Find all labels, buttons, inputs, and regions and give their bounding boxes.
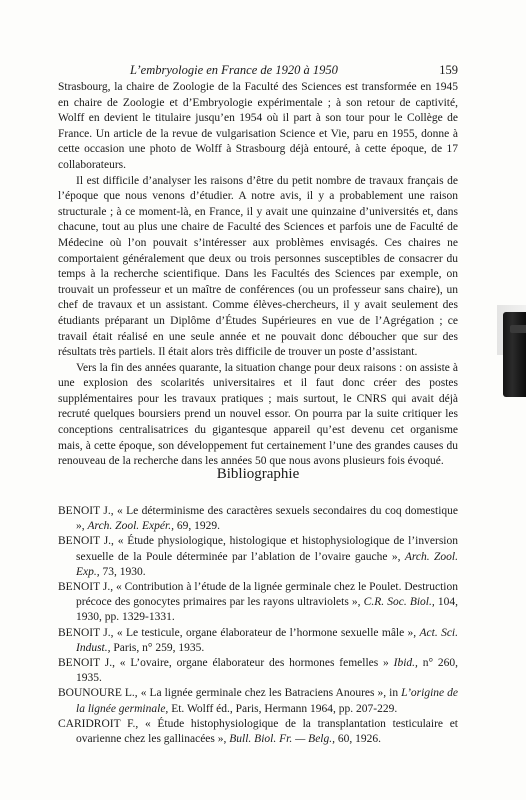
paragraph-1: Strasbourg, la chaire de Zoologie de la Faculté des Sciences est transformée en 1945 en chaire de Zoologie et d’Embryologie expérimentale ; à son retour de captivité, Wolff en devient le titulaire jusqu’en 1954 où il part à son tour pour le Collège de France. Un article de la revue de vulgarisation Science et Vie, paru en 1955, donne à cette occasion une photo de Wolff à Strasbourg déjà entouré, à cette époque, de 17 collaborateurs.	[58, 81, 458, 171]
page-header	[58, 63, 458, 79]
page-number: 159	[439, 63, 458, 77]
bibliography-list	[58, 504, 458, 747]
bibliography-entry: BENOIT J., « Contribution à l’étude de la lignée germinale chez le Poulet. Destruction précoce des gonocytes primaires par les rayons ultraviolets », C.R. Soc. Biol., 104, 1930, pp. 1329-1331.	[58, 581, 458, 624]
bibliography-entry: BOUNOURE L., « La lignée germinale chez les Batraciens Anoures », in L’origine de la lignée germinale, Et. Wolff éd., Paris, Hermann 1964, pp. 207-229.	[58, 687, 459, 715]
bibliography-entry: CARIDROIT F., « Étude histophysiologique de la transplantation testiculaire et ovarienne chez les gallinacées », Bull. Biol. Fr. — Belg., 60, 1926.	[58, 717, 458, 746]
paragraph-2: Il est difficile d’analyser les raisons d’être du petit nombre de travaux français de l’époque que nous venons d’étudier. A notre avis, il y a probablement une raison structurale ; à ce moment-là, en France, il y avait une quinzaine d’universités et, dans chacune, tout au plus une chaire de Faculté des Sciences et parfois une de Faculté de Médecine où l’on pouvait s’intéresser aux problèmes envisagés. Ces chaires ne comportaient généralement que deux ou trois personnes susceptibles de consacrer du temps à la recherche scientifique. Dans les Facultés des Sciences par exemple, on trouvait un professeur et un maître de conférences (ou un professeur sans chaire), un chef de travaux et un assistant. Comme élèves-chercheurs, il y avait seulement des étudiants préparant un Diplôme d’Études Supérieures en vue de l’Agrégation ; ce travail était réalisé en une seule année et ne pouvait donc déboucher que sur des résultats très partiels. Il était alors très difficile de trouver un poste d’assistant.	[58, 174, 458, 359]
paragraph-3: Vers la fin des années quarante, la situation change pour deux raisons : on assiste à une explosion des scolarités universitaires et il faut donc créer des postes supplémentaires pour les travaux pratiques ; mais surtout, le CNRS qui avait déjà recruté quelques boursiers prend un nouvel essor. On pourra par la suite critiquer les conceptions centralisatrices du gigantesque appareil qu’est devenu cet organisme mais, à cette époque, son développement fut certainement l’une des grandes causes du renouveau de la recherche dans les années 50 que nous avons plusieurs fois évoqué.	[58, 361, 458, 468]
bibliography-entry: BENOIT J., « Étude physiologique, histologique et histophysiologique de l’inversion sexuelle de la Poule déterminée par l’ablation de l’ovaire gauche », Arch. Zool. Exp., 73, 1930.	[58, 535, 458, 578]
bibliography-heading: Bibliographie	[216, 466, 300, 482]
binder-clip-notch	[510, 325, 526, 333]
bibliography-entry: BENOIT J., « L’ovaire, organe élaborateur des hormones femelles » Ibid., n° 260, 1935.	[58, 657, 458, 685]
bibliography-entry: BENOIT J., « Le testicule, organe élaborateur de l’hormone sexuelle mâle », Act. Sci. Indust., Paris, n° 259, 1935.	[58, 626, 458, 654]
running-title: L’embryologie en France de 1920 à 1950	[130, 63, 338, 77]
body-text	[58, 80, 458, 470]
bibliography-entry: BENOIT J., « Le déterminisme des caractères sexuels secondaires du coq domestique », Arch. Zool. Expér., 69, 1929.	[58, 505, 458, 533]
